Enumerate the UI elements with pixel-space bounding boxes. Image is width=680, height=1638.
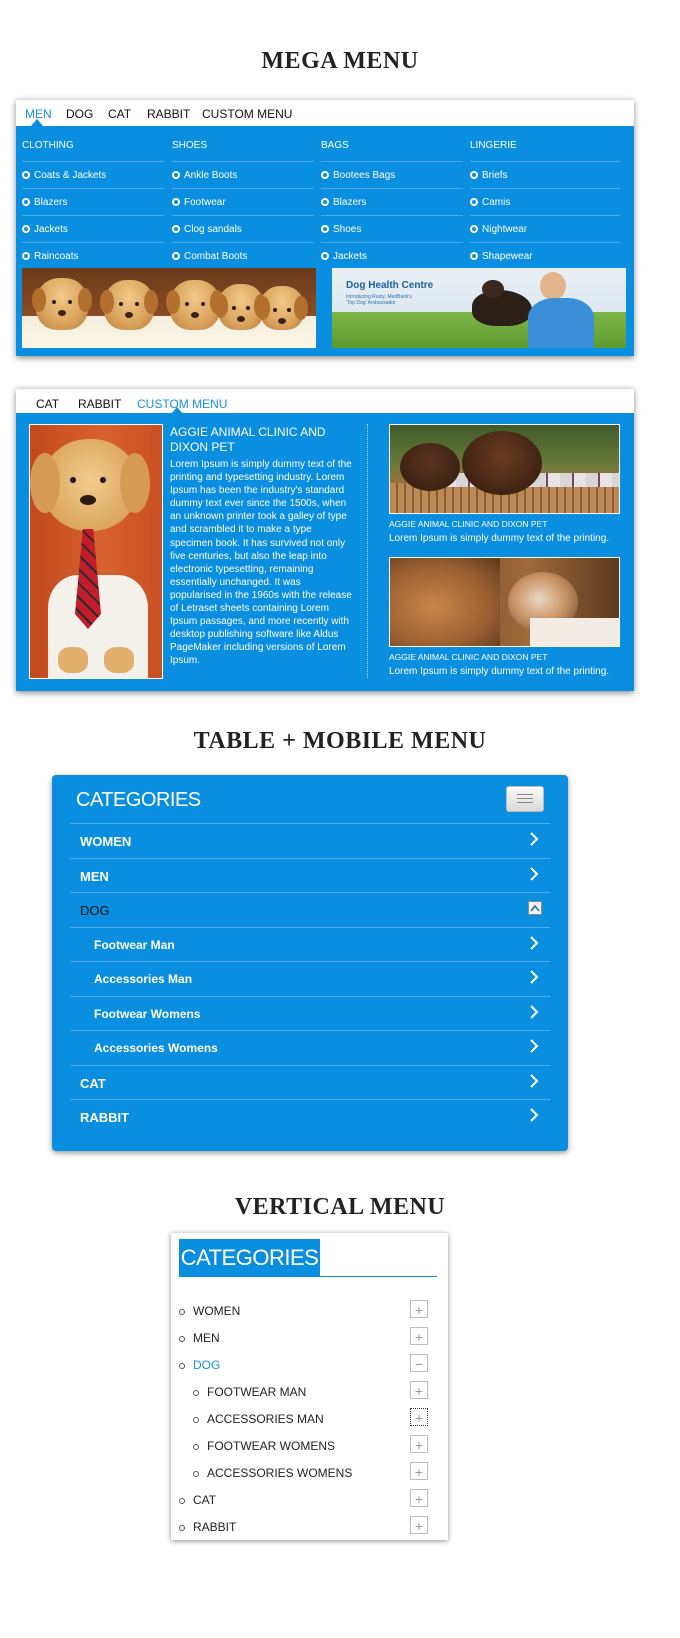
column-header-lingerie: LINGERIE [470,140,517,151]
circle-bullet-icon [470,225,478,233]
mobile-item-label: Footwear Man [94,938,175,952]
mobile-menu [52,775,568,1151]
circle-bullet-icon [22,171,30,179]
circle-bullet-icon [321,252,329,260]
mega-menu-heading: MEGA MENU [261,48,419,74]
man-shirt [528,298,594,348]
mega-menu-tabbar [16,99,634,127]
expand-plus-icon[interactable]: + [410,1300,428,1318]
vertical-item-dog[interactable] [171,1354,448,1376]
expand-plus-icon[interactable]: + [410,1516,428,1534]
tie-shape [75,529,101,629]
mobile-item-label: RABBIT [80,1110,130,1125]
circle-bullet-icon [470,171,478,179]
mobile-subitem-footwear-womens[interactable] [70,996,550,1031]
mobile-item-women[interactable] [70,823,550,858]
circle-bullet-icon [22,252,30,260]
custom-menu-tabbar [16,388,634,414]
menu-item[interactable]: Jackets [321,251,367,262]
card-caption[interactable]: AGGIE ANIMAL CLINIC AND DIXON PET [389,519,548,529]
chevron-right-icon [528,867,540,881]
bullet-icon [193,1444,199,1450]
expand-plus-icon[interactable]: + [410,1435,428,1453]
collapse-arrow-icon[interactable] [528,901,542,915]
card-caption[interactable]: AGGIE ANIMAL CLINIC AND DIXON PET [389,652,548,662]
chevron-right-icon [528,1074,540,1088]
mobile-subitem-footwear-man[interactable] [70,927,550,962]
chevron-right-icon [528,1108,540,1122]
vertical-item-label: CAT [193,1493,217,1507]
chevron-right-icon [528,936,540,950]
expand-plus-icon[interactable]: + [410,1381,428,1399]
bullet-icon [193,1390,199,1396]
mobile-item-cat[interactable] [70,1065,550,1100]
circle-bullet-icon [321,171,329,179]
vertical-menu-heading: VERTICAL MENU [234,1194,446,1220]
bullet-icon [179,1363,185,1369]
banner-subtitle: Introducing Rusty, MedBank's [346,294,412,300]
active-tab-caret [31,119,43,126]
vertical-item-label: FOOTWEAR WOMENS [207,1439,335,1453]
tab-men[interactable]: MEN [25,107,52,121]
banner-title: Dog Health Centre [346,280,434,291]
expand-plus-icon[interactable]: + [410,1462,428,1480]
menu-item[interactable]: Shapewear [470,251,533,262]
tab-rabbit[interactable]: RABBIT [147,107,191,121]
menu-item[interactable]: Coats & Jackets [22,170,106,181]
circle-bullet-icon [172,225,180,233]
mobile-item-label: CAT [80,1076,106,1091]
tab-custom-menu[interactable]: CUSTOM MENU [202,107,293,121]
tab-rabbit[interactable]: RABBIT [78,397,122,411]
column-divider [367,424,368,678]
chevron-right-icon [528,832,540,846]
menu-item[interactable]: Jackets [22,224,68,235]
mobile-item-label: Footwear Womens [94,1007,201,1021]
mobile-item-label: WOMEN [80,834,132,849]
dog-in-tie-photo[interactable] [29,424,163,679]
menu-item[interactable]: Footwear [172,197,226,208]
collapse-minus-icon[interactable]: − [410,1354,428,1372]
vertical-item-label: RABBIT [193,1520,237,1534]
vertical-item-cat[interactable] [171,1489,448,1511]
menu-item[interactable]: Ankle Boots [172,170,237,181]
menu-item[interactable]: Shoes [321,224,361,235]
bullet-icon [179,1525,185,1531]
bullet-icon [193,1471,199,1477]
dog-shape [472,290,532,326]
vertical-menu [171,1233,448,1540]
menu-item[interactable]: Camis [470,197,510,208]
vertical-subitem-accessories-womens[interactable] [171,1462,448,1484]
circle-bullet-icon [470,198,478,206]
mobile-item-dog[interactable] [70,892,550,927]
custom-menu-dropdown [16,413,634,691]
bullet-icon [179,1309,185,1315]
mobile-subitem-accessories-womens[interactable] [70,1030,550,1065]
menu-item[interactable]: Nightwear [470,224,527,235]
mobile-item-men[interactable] [70,858,550,893]
vertical-subitem-accessories-man[interactable] [171,1408,448,1430]
bullet-icon [193,1417,199,1423]
circle-bullet-icon [22,198,30,206]
menu-item[interactable]: Bootees Bags [321,170,395,181]
mega-menu-dropdown [16,126,634,356]
mega-menu-panel [16,99,634,356]
vertical-item-label: ACCESSORIES MAN [207,1412,324,1426]
vertical-item-label: FOOTWEAR MAN [207,1385,307,1399]
circle-bullet-icon [321,198,329,206]
card-text: Lorem Ipsum is simply dummy text of the printing. [389,666,610,677]
dog-health-banner[interactable] [332,268,626,348]
vertical-item-women[interactable] [171,1300,448,1322]
dog-and-cat-photo[interactable] [389,557,620,647]
menu-item[interactable]: Clog sandals [172,224,242,235]
chevron-right-icon [528,1005,540,1019]
vertical-item-label: MEN [193,1331,220,1345]
custom-menu-panel [16,388,634,691]
column-header-bags: BAGS [321,140,349,151]
vertical-subitem-footwear-man[interactable] [171,1381,448,1403]
menu-item[interactable]: Briefs [470,170,508,181]
mobile-item-label: Accessories Womens [94,1041,218,1055]
chevron-right-icon [528,970,540,984]
menu-item[interactable]: Blazers [22,197,67,208]
card-text: Lorem Ipsum is simply dummy text of the printing. [389,533,610,544]
menu-item[interactable]: Combat Boots [172,251,247,262]
article-body: Lorem Ipsum is simply dummy text of the printing and typesetting industry. Lorem Ipsum has been the industry's standard dummy text ever since the 1500s, when an unknown printer took a galley of type and scrambled it to make a type specimen book. It has survived not only five centuries, but also the leap into electronic typesetting, remaining essentially unchanged. It was popularised in the 1960s with the release of Letraset sheets containing Lorem Ipsum passages, and more recently with desktop publishing software like Aldus PageMaker including versions of Lorem Ipsum. [170,459,352,667]
expand-plus-icon[interactable]: + [410,1489,428,1507]
vertical-item-men[interactable] [171,1327,448,1349]
tab-dog[interactable]: DOG [66,107,94,121]
vertical-item-label: WOMEN [193,1304,241,1318]
expand-plus-icon[interactable]: + [410,1408,428,1426]
title-underline [179,1276,437,1277]
circle-bullet-icon [321,225,329,233]
vertical-item-label: DOG [193,1358,221,1372]
mobile-menu-title: CATEGORIES [76,789,201,811]
banner-subtitle: 'Top Dog' Ambassador [346,300,396,306]
bullet-icon [179,1336,185,1342]
mobile-subitem-accessories-man[interactable] [70,961,550,996]
tab-cat[interactable]: CAT [36,397,60,411]
circle-bullet-icon [470,252,478,260]
article-title[interactable]: AGGIE ANIMAL CLINIC AND DIXON PET [170,425,326,454]
menu-item[interactable]: Blazers [321,197,366,208]
menu-item[interactable]: Raincoats [22,251,78,262]
tab-custom-menu[interactable]: CUSTOM MENU [137,397,228,411]
circle-bullet-icon [22,225,30,233]
mobile-item-label: DOG [80,903,110,918]
circle-bullet-icon [172,198,180,206]
menu-toggle-button[interactable] [506,786,544,812]
vertical-item-rabbit[interactable] [171,1516,448,1538]
circle-bullet-icon [172,252,180,260]
table-mobile-menu-heading: TABLE + MOBILE MENU [193,728,487,754]
mobile-item-label: MEN [80,869,109,884]
chevron-right-icon [528,1039,540,1053]
bullet-icon [179,1498,185,1504]
circle-bullet-icon [172,171,180,179]
puppies-banner[interactable] [22,268,316,348]
expand-plus-icon[interactable]: + [410,1327,428,1345]
column-header-clothing: CLOTHING [22,140,74,151]
column-header-shoes: SHOES [172,140,208,151]
vertical-item-label: ACCESSORIES WOMENS [207,1466,353,1480]
mobile-item-rabbit[interactable] [70,1099,550,1134]
vertical-menu-title: CATEGORIES [179,1239,320,1276]
puppies-basket-photo[interactable] [389,424,620,514]
man-head [540,272,566,300]
vertical-subitem-footwear-womens[interactable] [171,1435,448,1457]
mobile-item-label: Accessories Man [94,972,193,986]
tab-cat[interactable]: CAT [108,107,132,121]
